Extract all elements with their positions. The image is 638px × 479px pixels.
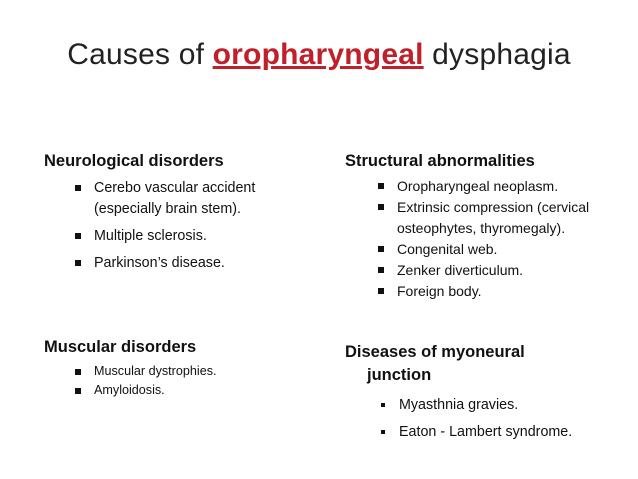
list-item-text: Extrinsic compression (cervical osteophytes, thyromegaly).: [397, 199, 590, 236]
list-item-text: Congenital web.: [397, 241, 498, 257]
myoneural-section: [345, 341, 625, 449]
title-highlight: oropharyngeal: [212, 38, 424, 71]
structural-section: [345, 150, 620, 302]
list-item: [371, 260, 620, 281]
muscular-section: [44, 336, 314, 400]
list-item: [371, 176, 620, 197]
list-item: [68, 226, 314, 247]
square-bullet-icon: [381, 430, 385, 434]
list-item-text: Parkinson’s disease.: [94, 255, 225, 271]
square-bullet-icon: [75, 260, 81, 266]
list-item-text: Zenker diverticulum.: [397, 262, 524, 278]
square-bullet-icon: [75, 185, 81, 191]
square-bullet-icon: [378, 267, 384, 273]
square-bullet-icon: [378, 288, 384, 294]
list-item: [68, 362, 314, 381]
list-item-text: Cerebo vascular accident (especially brain stem).: [94, 180, 256, 217]
neurological-section: [44, 150, 314, 280]
neurological-list: [68, 178, 314, 274]
list-item: [68, 253, 314, 274]
list-item-text: Myasthnia gravies.: [399, 397, 519, 413]
slide-title: [0, 38, 638, 72]
title-prefix: Causes of: [67, 38, 213, 71]
muscular-heading: Muscular disorders: [44, 338, 197, 356]
square-bullet-icon: [381, 403, 385, 407]
square-bullet-icon: [378, 246, 384, 252]
neurological-heading: Neurological disorders: [44, 152, 224, 170]
myoneural-list: [373, 395, 625, 443]
myoneural-heading-line2: junction: [367, 366, 432, 384]
list-item: [371, 197, 620, 239]
list-item-text: Foreign body.: [397, 283, 482, 299]
structural-list: [371, 176, 620, 302]
list-item: [373, 395, 625, 416]
square-bullet-icon: [75, 388, 81, 394]
myoneural-heading: [345, 341, 625, 387]
structural-heading: Structural abnormalities: [345, 152, 535, 170]
list-item: [68, 381, 314, 400]
square-bullet-icon: [378, 204, 384, 210]
list-item-text: Amyloidosis.: [94, 383, 165, 397]
list-item-text: Muscular dystrophies.: [94, 364, 217, 378]
list-item-text: Multiple sclerosis.: [94, 228, 207, 244]
square-bullet-icon: [75, 369, 81, 375]
square-bullet-icon: [75, 233, 81, 239]
list-item: [68, 178, 314, 220]
title-suffix: dysphagia: [423, 38, 571, 71]
list-item-text: Oropharyngeal neoplasm.: [397, 178, 559, 194]
list-item: [371, 281, 620, 302]
myoneural-heading-line1: Diseases of myoneural: [345, 343, 525, 361]
muscular-list: [68, 362, 314, 400]
list-item: [373, 422, 625, 443]
square-bullet-icon: [378, 183, 384, 189]
list-item-text: Eaton - Lambert syndrome.: [399, 424, 573, 440]
list-item: [371, 239, 620, 260]
